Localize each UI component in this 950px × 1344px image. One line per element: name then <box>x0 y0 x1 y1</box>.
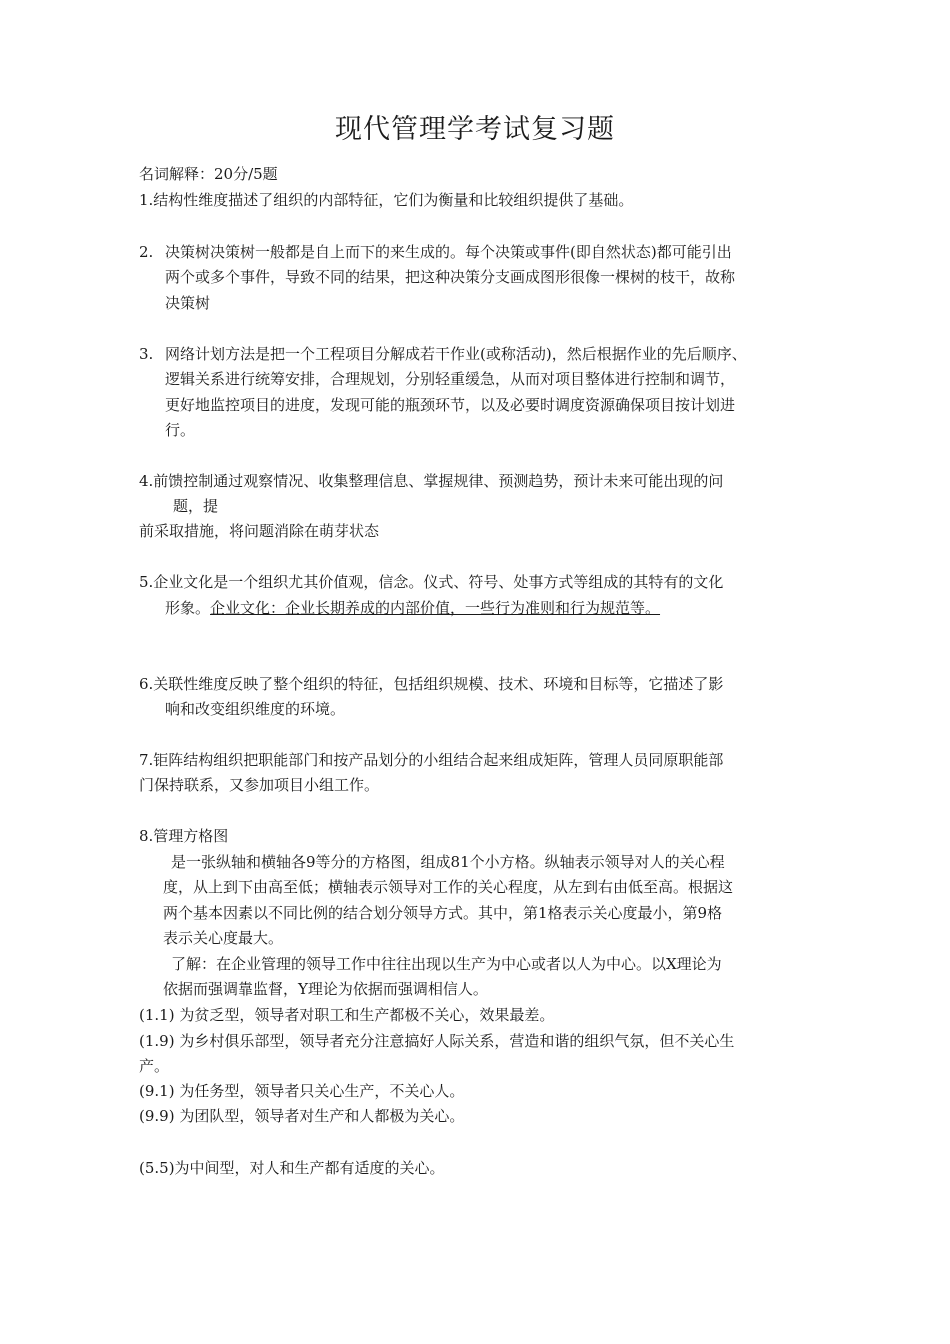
term-2-line: 决策树决策树一般都是自上而下的来生成的。每个决策或事件(即自然状态)都可能引出 <box>165 243 732 261</box>
section-subtitle: 名词解释：20分/5题 <box>139 165 278 183</box>
term-6-line: 响和改变组织维度的环境。 <box>165 700 346 718</box>
term-3-line: 网络计划方法是把一个工程项目分解成若干作业(或称活动)，然后根据作业的先后顺序、 <box>165 345 747 363</box>
term-4-line: 4.前馈控制通过观察情况、收集整理信息、掌握规律、预测趋势，预计未来可能出现的问 <box>139 472 724 490</box>
document-title: 现代管理学考试复习题 <box>335 114 615 145</box>
term-8-line: 是一张纵轴和横轴各9等分的方格图，组成81个小方格。纵轴表示领导对人的关心程 <box>171 853 725 871</box>
grid-style-item: (9.1) 为任务型，领导者只关心生产，不关心人。 <box>139 1082 465 1100</box>
term-8-line: 表示关心度最大。 <box>163 929 284 947</box>
term-4-line: 前采取措施，将问题消除在萌芽状态 <box>139 522 380 540</box>
term-5-line <box>165 597 660 619</box>
term-5-line: 5.企业文化是一个组织尤其价值观，信念。仪式、符号、处事方式等组成的其特有的文化 <box>139 573 724 591</box>
grid-style-item: (5.5)为中间型，对人和生产都有适度的关心。 <box>139 1159 445 1177</box>
term-2-line: 两个或多个事件，导致不同的结果，把这种决策分支画成图形很像一棵树的枝干，故称 <box>165 268 736 286</box>
grid-style-item: 产。 <box>139 1057 170 1075</box>
grid-style-item: (1.1) 为贫乏型，领导者对职工和生产都极不关心，效果最差。 <box>139 1006 555 1024</box>
term-4-line: 题，提 <box>173 497 219 515</box>
term-6-line: 6.关联性维度反映了整个组织的特征，包括组织规模、技术、环境和目标等，它描述了影 <box>139 675 724 693</box>
term-7-line: 7.钜阵结构组织把职能部门和按产品划分的小组结合起来组成矩阵，管理人员同原职能部 <box>139 751 724 769</box>
term-2-line: 决策树 <box>165 294 211 312</box>
term-3-line: 逻辑关系进行统筹安排，合理规划，分别轻重缓急，从而对项目整体进行控制和调节， <box>165 370 736 388</box>
term-5-text: 形象。 <box>165 599 211 617</box>
grid-style-item: (1.9) 为乡村俱乐部型，领导者充分注意搞好人际关系，营造和谐的组织气氛，但不关心生 <box>139 1032 735 1050</box>
term-8-heading: 8.管理方格图 <box>139 827 229 845</box>
term-8-line: 两个基本因素以不同比例的结合划分领导方式。其中，第1格表示关心度最小，第9格 <box>163 904 723 922</box>
term-8-line: 了解：在企业管理的领导工作中往往出现以生产为中心或者以人为中心。以X理论为 <box>171 955 722 973</box>
term-3-line: 更好地监控项目的进度，发现可能的瓶颈环节，以及必要时调度资源确保项目按计划进 <box>165 396 736 414</box>
grid-style-item: (9.9) 为团队型，领导者对生产和人都极为关心。 <box>139 1107 465 1125</box>
term-3-line: 行。 <box>165 421 196 439</box>
term-7-line: 门保持联系，又参加项目小组工作。 <box>139 776 380 794</box>
term-2-number: 2. <box>139 243 154 261</box>
term-8-line: 依据而强调靠监督，Y理论为依据而强调相信人。 <box>163 980 488 998</box>
term-3-number: 3. <box>139 345 154 363</box>
term-1-text: 1.结构性维度描述了组织的内部特征，它们为衡量和比较组织提供了基础。 <box>139 191 634 209</box>
term-5-underlined-note: 企业文化：企业长期养成的内部价值，一些行为准则和行为规范等。 <box>210 599 661 617</box>
term-8-line: 度，从上到下由高至低；横轴表示领导对工作的关心程度，从左到右由低至高。根据这 <box>163 878 734 896</box>
